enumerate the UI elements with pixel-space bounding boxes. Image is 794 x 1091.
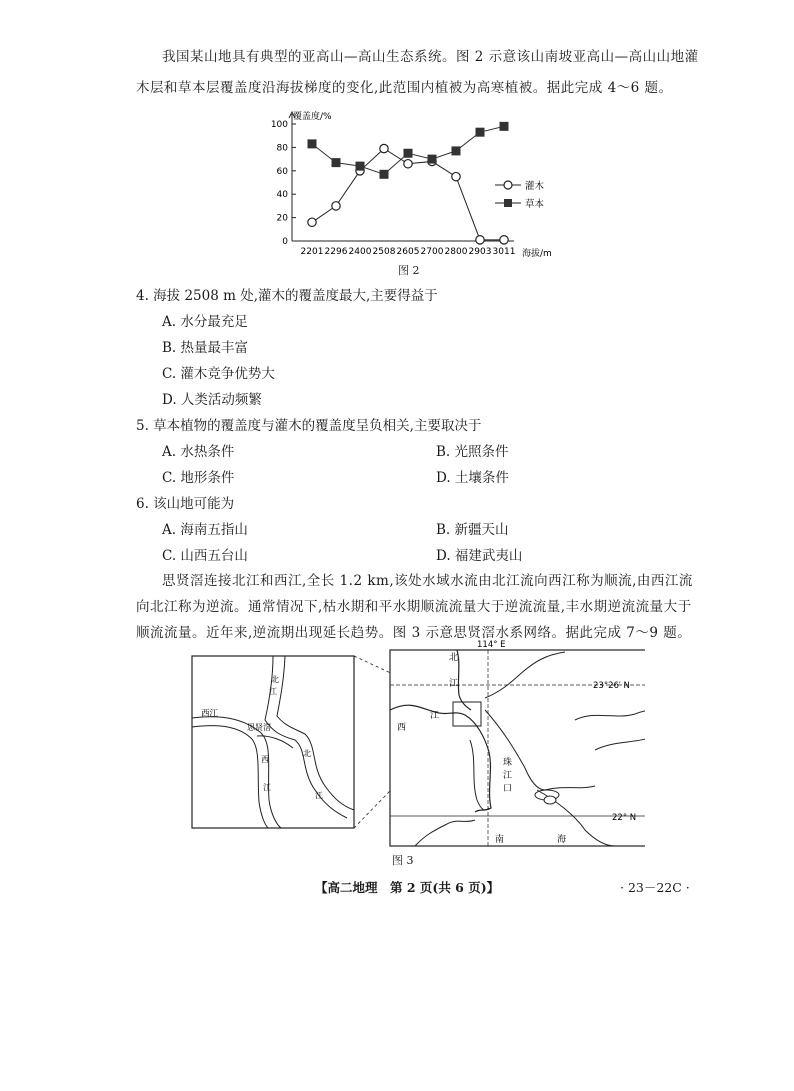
map-west-river-1: 西	[397, 723, 407, 733]
inset-junction-label: 思贤滘	[247, 723, 271, 732]
map-pearl-2: 江	[503, 771, 513, 781]
q5-option-d: D. 土壤条件	[436, 470, 509, 486]
figure-3-caption: 图 3	[392, 854, 414, 867]
map-pearl-1: 珠	[503, 758, 513, 768]
inset-north-char-a: 北	[303, 749, 311, 758]
x-tick-label: 2605	[396, 247, 420, 257]
q4-option-d: D. 人类活动频繁	[162, 392, 262, 408]
intro2-line-3: 顺流流量。近年来,逆流期出现延长趋势。图 3 示意思贤滘水系网络。据此完成 7～9 题。	[136, 625, 692, 641]
y-tick-label: 60	[276, 166, 288, 177]
herb-point	[476, 128, 485, 137]
map-west-river-2: 江	[430, 711, 440, 721]
shrub-point	[404, 160, 412, 168]
q6-option-b: B. 新疆天山	[436, 522, 509, 538]
q6-option-d: D. 福建武夷山	[436, 548, 523, 564]
q5-option-b: B. 光照条件	[436, 444, 509, 460]
shrub-point	[308, 218, 316, 226]
shrub-point	[452, 172, 460, 180]
herb-point	[308, 139, 317, 148]
map-lat-top-label: 23°26′ N	[593, 681, 630, 691]
x-tick-label: 2903	[468, 247, 492, 257]
figure-2-chart	[250, 104, 560, 264]
y-tick-label: 80	[276, 143, 288, 154]
footer-code: · 23－22C ·	[620, 880, 690, 895]
inset-west-char-a: 西	[261, 755, 269, 764]
q4-option-b: B. 热量最丰富	[162, 340, 249, 356]
q4-option-a: A. 水分最充足	[162, 314, 248, 330]
shrub-point	[476, 236, 484, 244]
x-tick-label: 2700	[420, 247, 444, 257]
map-lon-label: 114° E	[477, 640, 506, 650]
map-sea-2: 海	[557, 835, 567, 845]
legend-shrub-marker	[504, 181, 512, 189]
intro-line-2: 木层和草本层覆盖度沿海拔梯度的变化,此范围内植被为高寒植被。据此完成 4～6 题。	[136, 80, 673, 96]
main-map-frame	[390, 650, 645, 846]
q4-stem: 4. 海拔 2508 m 处,灌木的覆盖度最大,主要得益于	[136, 288, 438, 304]
x-axis-label: 海拔/m	[522, 249, 552, 259]
shrub-point	[500, 236, 508, 244]
x-tick-label: 2296	[324, 247, 348, 257]
figure-2-caption: 图 2	[398, 264, 420, 277]
herb-point	[452, 146, 461, 155]
x-tick-label: 2400	[348, 247, 372, 257]
x-tick-label: 2800	[444, 247, 468, 257]
intro2-line-2: 向北江称为逆流。通常情况下,枯水期和平水期顺流流量大于逆流流量,丰水期逆流流量大于	[136, 599, 692, 615]
herb-point	[428, 155, 437, 164]
figure-3-map	[185, 640, 645, 870]
legend-herb-marker	[504, 199, 512, 207]
y-tick-label: 0	[282, 237, 288, 247]
inset-west-char-b: 江	[263, 783, 271, 792]
map-lat-bottom-label: 22° N	[612, 813, 637, 823]
map-pearl-3: 口	[503, 784, 513, 794]
y-axis-label: 覆盖度/%	[293, 112, 332, 122]
map-north-river-2: 江	[449, 679, 459, 689]
q6-stem: 6. 该山地可能为	[136, 496, 235, 512]
x-tick-label: 3011	[492, 247, 516, 257]
y-tick-label: 100	[270, 120, 288, 130]
x-tick-label: 2201	[300, 247, 324, 257]
inset-north-char-b: 江	[315, 791, 323, 800]
legend-herb-label: 草本	[525, 199, 545, 210]
herb-point	[500, 122, 509, 131]
shrub-point	[332, 202, 340, 210]
map-sea-1: 南	[495, 835, 505, 845]
q6-option-a: A. 海南五指山	[162, 522, 248, 538]
footer-page-info: 【高二地理 第 2 页(共 6 页)】	[315, 880, 500, 895]
x-tick-label: 2508	[372, 247, 396, 257]
q6-option-c: C. 山西五台山	[162, 548, 248, 564]
shrub-point	[380, 144, 388, 152]
y-tick-label: 40	[276, 190, 288, 201]
herb-point	[356, 162, 365, 171]
q5-stem: 5. 草本植物的覆盖度与灌木的覆盖度呈负相关,主要取决于	[136, 418, 482, 434]
herb-point	[404, 149, 413, 158]
inset-west-river-label: 西江	[201, 709, 219, 719]
intro2-line-1: 思贤滘连接北江和西江,全长 1.2 km,该处水域水流由北江流向西江称为顺流,由西江流	[162, 573, 693, 589]
herb-point	[332, 158, 341, 167]
legend	[495, 180, 545, 210]
herb-point	[380, 170, 389, 179]
q5-option-a: A. 水热条件	[162, 444, 235, 460]
q4-option-c: C. 灌木竞争优势大	[162, 366, 275, 382]
inset-north-river-1: 北	[271, 675, 279, 684]
q5-option-c: C. 地形条件	[162, 470, 235, 486]
intro-line-1: 我国某山地具有典型的亚高山—高山生态系统。图 2 示意该山南坡亚高山—高山山地灌	[162, 49, 699, 65]
inset-north-river-2: 江	[269, 687, 277, 696]
y-tick-label: 20	[276, 213, 288, 224]
map-north-river-1: 北	[449, 653, 459, 663]
legend-shrub-label: 灌木	[525, 181, 545, 192]
